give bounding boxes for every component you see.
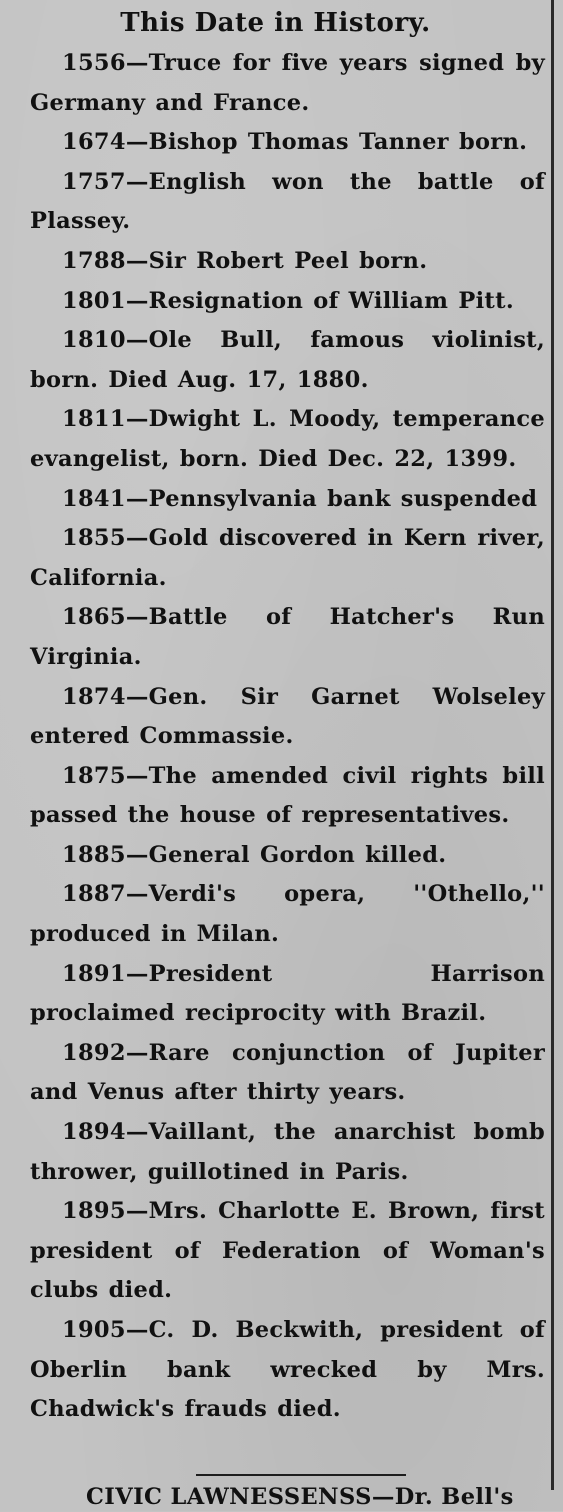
- history-entry: 1865—Battle of Hatcher's Run Virginia.: [30, 604, 545, 670]
- history-entry: 1875—The amended civil rights bill passed the house of representatives.: [30, 762, 545, 829]
- history-entry: 1757—English won the battle of Plassey.: [30, 168, 545, 235]
- history-entry: 1556—Truce for five years signed by Germany and France.: [30, 50, 545, 116]
- history-entry: 1788—Sir Robert Peel born.: [62, 247, 428, 274]
- history-entry: 1887—Verdi's opera, ''Othello,'' produced in Milan.: [30, 881, 545, 948]
- history-entry: 1905—C. D. Beckwith, president of Oberlin bank wrecked by Mrs. Chadwick's frauds died.: [30, 1317, 545, 1423]
- history-entry: 1895—Mrs. Charlotte E. Brown, first president of Federation of Woman's clubs died.: [30, 1198, 545, 1304]
- history-entry: 1892—Rare conjunction of Jupiter and Venus after thirty years.: [30, 1039, 545, 1106]
- history-entry: 1894—Vaillant, the anarchist bomb thrower, guillotined in Paris.: [30, 1119, 545, 1185]
- history-entries: [30, 44, 545, 1430]
- history-entry: 1801—Resignation of William Pitt.: [62, 287, 514, 314]
- history-entry: 1874—Gen. Sir Garnet Wolseley entered Commassie.: [30, 683, 545, 750]
- history-entry: 1891—President Harrison proclaimed reciprocity with Brazil.: [30, 960, 545, 1027]
- history-entry: 1855—Gold discovered in Kern river, California.: [30, 525, 545, 591]
- history-entry: 1885—General Gordon killed.: [62, 841, 447, 868]
- column-rule: [551, 0, 554, 1490]
- article-divider: [196, 1474, 406, 1476]
- article-title: This Date in History.: [120, 8, 431, 38]
- history-entry: 1810—Ole Bull, famous violinist, born. Died Aug. 17, 1880.: [30, 327, 545, 393]
- history-entry: 1811—Dwight L. Moody, temperance evangelist, born. Died Dec. 22, 1399.: [30, 406, 545, 472]
- next-article-heading: CIVIC LAWNESSENSS—Dr. Bell's: [86, 1484, 514, 1510]
- history-entry: 1841—Pennsylvania bank suspended: [62, 485, 538, 512]
- history-entry: 1674—Bishop Thomas Tanner born.: [62, 129, 528, 156]
